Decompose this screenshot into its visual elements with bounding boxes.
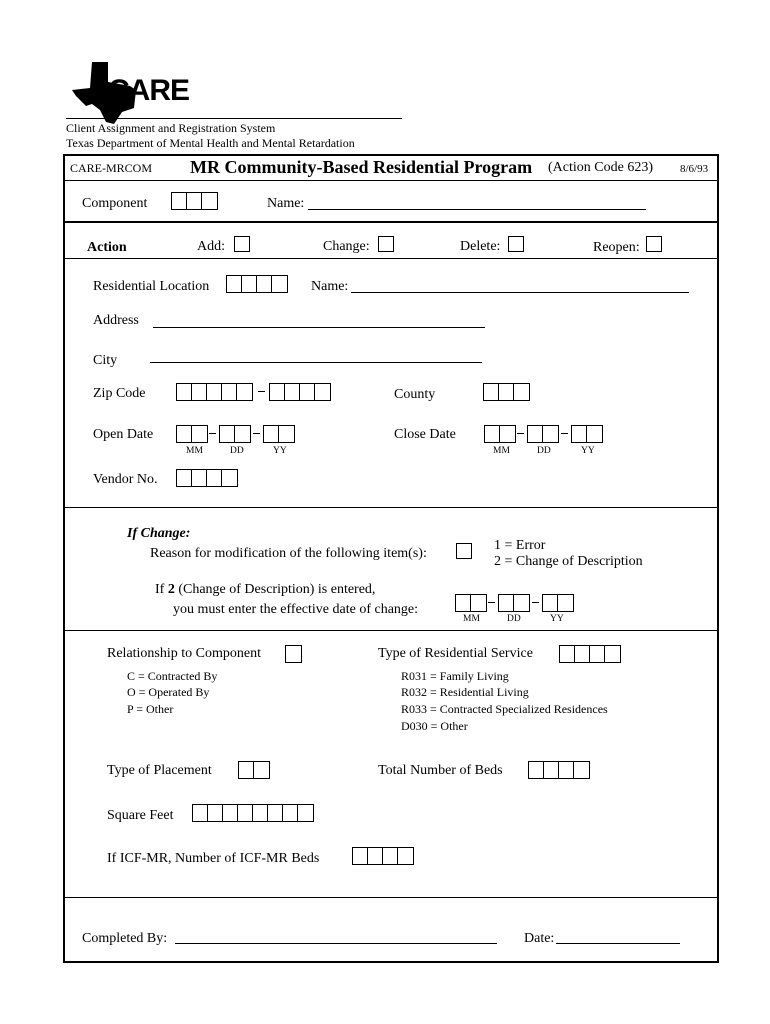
relationship-option: P = Other [127, 702, 174, 716]
logo-text: CARE [108, 74, 190, 107]
component-code-boxes[interactable] [171, 192, 218, 210]
total-beds-label: Total Number of Beds [378, 763, 503, 778]
effective-date-dd-boxes[interactable] [498, 594, 530, 612]
component-name-field[interactable] [308, 209, 646, 210]
zip-separator [258, 391, 265, 392]
effective-date-yy-caption: YY [550, 614, 564, 624]
close-date-label: Close Date [394, 427, 456, 442]
close-date-yy-caption: YY [581, 446, 595, 456]
footer-date-field[interactable] [556, 943, 680, 944]
close-date-yy-boxes[interactable] [571, 425, 603, 443]
square-feet-boxes[interactable] [192, 804, 314, 822]
date-separator [517, 433, 524, 434]
relationship-label: Relationship to Component [107, 646, 261, 661]
date-separator [488, 602, 495, 603]
reason-option-2: 2 = Change of Description [494, 554, 643, 569]
icf-beds-boxes[interactable] [352, 847, 414, 865]
department-name: Texas Department of Mental Health and Mental Retardation [66, 136, 355, 150]
relationship-option: O = Operated By [127, 685, 210, 699]
total-beds-boxes[interactable] [528, 761, 590, 779]
close-date-mm-caption: MM [493, 446, 510, 456]
divider [65, 507, 717, 508]
effective-date-mm-boxes[interactable] [455, 594, 487, 612]
square-feet-label: Square Feet [107, 808, 174, 823]
divider [65, 221, 717, 223]
address-field[interactable] [153, 327, 485, 328]
zip-label: Zip Code [93, 386, 146, 401]
location-name-field[interactable] [351, 292, 689, 293]
divider [65, 180, 717, 181]
date-separator [209, 433, 216, 434]
date-separator [561, 433, 568, 434]
county-label: County [394, 387, 436, 402]
component-name-label: Name: [267, 196, 305, 211]
zip-extension-boxes[interactable] [269, 383, 331, 401]
open-date-dd-caption: DD [230, 446, 244, 456]
effective-date-yy-boxes[interactable] [542, 594, 574, 612]
effective-date-label: you must enter the effective date of change: [173, 602, 419, 617]
action-code: (Action Code 623) [548, 160, 653, 175]
service-option: R031 = Family Living [401, 669, 509, 683]
reason-checkbox[interactable] [456, 543, 472, 559]
form-code: CARE-MRCOM [70, 161, 153, 175]
logo-underline [66, 118, 402, 119]
service-option: R032 = Residential Living [401, 685, 529, 699]
residential-location-boxes[interactable] [226, 275, 288, 293]
county-boxes[interactable] [483, 383, 530, 401]
reopen-label: Reopen: [593, 240, 640, 255]
reason-label: Reason for modification of the following item(s): [150, 546, 427, 561]
if-change-instruction: If 2 (Change of Description) is entered, [155, 582, 376, 597]
change-checkbox[interactable] [378, 236, 394, 252]
effective-date-mm-caption: MM [463, 614, 480, 624]
effective-date-dd-caption: DD [507, 614, 521, 624]
action-label: Action [87, 240, 127, 255]
change-label: Change: [323, 239, 370, 254]
service-option: D030 = Other [401, 719, 468, 733]
address-label: Address [93, 313, 139, 328]
city-label: City [93, 353, 118, 368]
placement-boxes[interactable] [238, 761, 270, 779]
footer-date-label: Date: [524, 931, 555, 946]
placement-label: Type of Placement [107, 763, 212, 778]
vendor-label: Vendor No. [93, 472, 158, 487]
completed-by-field[interactable] [175, 943, 497, 944]
service-type-label: Type of Residential Service [378, 646, 533, 661]
revision-date: 8/6/93 [680, 163, 709, 175]
if-change-heading: If Change: [127, 526, 191, 541]
relationship-box[interactable] [285, 645, 302, 663]
delete-checkbox[interactable] [508, 236, 524, 252]
reopen-checkbox[interactable] [646, 236, 662, 252]
residential-location-label: Residential Location [93, 279, 210, 294]
divider [65, 897, 717, 898]
divider [65, 630, 717, 631]
completed-by-label: Completed By: [82, 931, 168, 946]
delete-label: Delete: [460, 239, 501, 254]
date-separator [253, 433, 260, 434]
component-label: Component [82, 196, 148, 211]
date-separator [532, 602, 539, 603]
city-field[interactable] [150, 362, 482, 363]
open-date-mm-boxes[interactable] [176, 425, 208, 443]
system-name: Client Assignment and Registration System [66, 121, 276, 135]
open-date-dd-boxes[interactable] [219, 425, 251, 443]
form-title: MR Community-Based Residential Program [190, 157, 533, 177]
location-name-label: Name: [311, 279, 349, 294]
zip-code-boxes[interactable] [176, 383, 253, 401]
add-label: Add: [197, 239, 225, 254]
divider [65, 258, 717, 259]
icf-beds-label: If ICF-MR, Number of ICF-MR Beds [107, 851, 320, 866]
vendor-boxes[interactable] [176, 469, 238, 487]
open-date-mm-caption: MM [186, 446, 203, 456]
open-date-yy-caption: YY [273, 446, 287, 456]
open-date-yy-boxes[interactable] [263, 425, 295, 443]
close-date-dd-caption: DD [537, 446, 551, 456]
relationship-option: C = Contracted By [127, 669, 218, 683]
open-date-label: Open Date [93, 427, 154, 442]
add-checkbox[interactable] [234, 236, 250, 252]
reason-option-1: 1 = Error [494, 538, 546, 553]
service-type-boxes[interactable] [559, 645, 621, 663]
service-option: R033 = Contracted Specialized Residences [401, 702, 608, 716]
close-date-dd-boxes[interactable] [527, 425, 559, 443]
close-date-mm-boxes[interactable] [484, 425, 516, 443]
